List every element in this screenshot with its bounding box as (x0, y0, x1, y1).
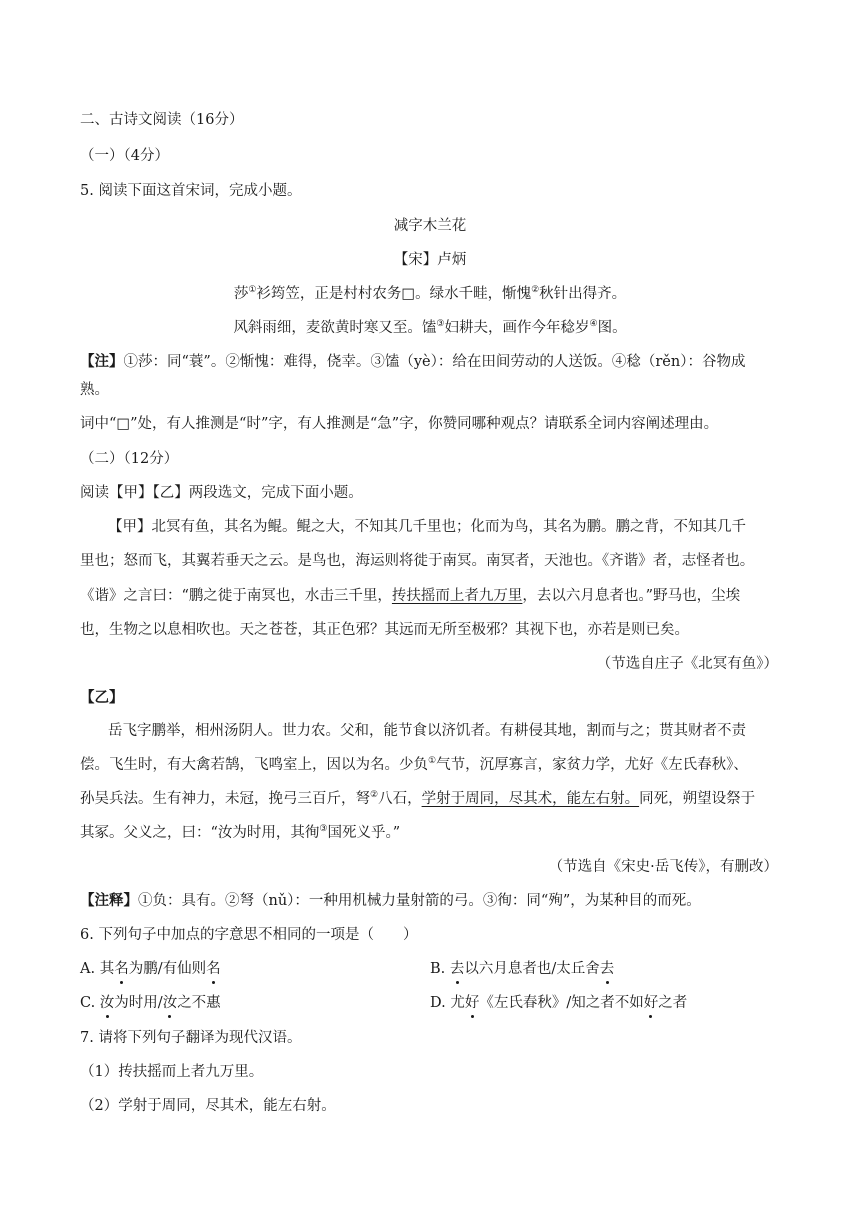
q6-prompt: 6. 下列句子中加点的字意思不相同的一项是（ ） (80, 927, 418, 943)
jia-line-3: 《谐》之言曰：“鹏之徙于南冥也，水击三千里，抟扶摇而上者九万里，去以六月息者也。”野马也，尘埃 (80, 588, 741, 604)
part2-intro: 阅读【甲】【乙】两段选文，完成下面小题。 (80, 485, 363, 501)
q6-option-a[interactable]: A. 其名为鹏/有仙则名 (80, 961, 221, 977)
jia-line-1: 【甲】北冥有鱼，其名为鲲。鲲之大，不知其几千里也；化而为鸟，其名为鹏。鹏之背，不知其几千 (108, 519, 746, 535)
part1-header: （一）（4分） (80, 148, 169, 164)
section-title: 二、古诗文阅读（16分） (80, 112, 244, 128)
q5-prompt: 5. 阅读下面这首宋词，完成小题。 (80, 183, 302, 199)
q7-sentence-2: （2）学射于周同，尽其术，能左右射。 (80, 1098, 336, 1114)
yi-line-3: 孙吴兵法。生有神力，未冠，挽弓三百斤，弩②八石，学射于周同，尽其术，能左右射。同死，朔望设祭于 (80, 790, 756, 807)
poem-title: 减字木兰花 (393, 218, 467, 234)
yi-line-1: 岳飞字鹏举，相州汤阴人。世力农。父和，能节食以济饥者。有耕侵其地，割而与之；贳其财者不责 (108, 723, 746, 739)
jia-line-4: 也，生物之以息相吹也。天之苍苍，其正色邪？其远而无所至极邪？其视下也，亦若是则已矣。 (80, 622, 689, 638)
yi-source: （节选自《宋史·岳飞传》，有删改） (548, 859, 778, 875)
poem-line-1: 莎①衫筠笠，正是村村农务□。绿水千畦，惭愧②秋针出得齐。 (233, 285, 627, 302)
poem-note-cont: 熟。 (80, 382, 109, 398)
underlined-sentence-1: 抟扶摇而上者九万里 (391, 588, 523, 604)
jia-line-2: 里也；怒而飞，其翼若垂天之云。是鸟也，海运则将徙于南冥。南冥者，天池也。《齐谐》者，志怪者也。 (80, 553, 755, 569)
q5-question: 词中“□”处，有人推测是“时”字，有人推测是“急”字，你赞同哪种观点？请联系全词内容阐述理由。 (80, 416, 719, 432)
q7-sentence-1: （1）抟扶摇而上者九万里。 (80, 1064, 264, 1080)
q6-option-b[interactable]: B. 去以六月息者也/太丘舍去 (430, 961, 615, 977)
yi-line-2: 偿。飞生时，有大禽若鹄，飞鸣室上，因以为名。少负①气节，沉厚寡言，家贫力学，尤好《左氏春秋》、 (80, 756, 748, 773)
poem-line-2: 风斜雨细，麦欲黄时寒又至。馌③妇耕夫，画作今年稔岁④图。 (233, 319, 627, 336)
q6-option-c[interactable]: C. 汝为时用/汝之不惠 (80, 995, 221, 1011)
poem-note: 【注】①莎：同“蓑”。②惭愧：难得，侥幸。③馌（yè）：给在田间劳动的人送饭。④稔（rěn）：谷物成 (80, 353, 746, 370)
underlined-sentence-2: 学射于周同，尽其术，能左右射。 (421, 791, 640, 807)
yi-line-4: 其冢。父义之，曰：“汝为时用，其徇③国死义乎。” (80, 824, 401, 841)
annotation: 【注释】①负：具有。②弩（nǔ）：一种用机械力量射箭的弓。③徇：同“殉”，为某种目的而死。 (80, 892, 701, 909)
jia-source: （节选自庄子《北冥有鱼》） (596, 656, 778, 672)
yi-label: 【乙】 (80, 689, 124, 706)
q6-option-d[interactable]: D. 尤好《左氏春秋》/知之者不如好之者 (430, 995, 688, 1011)
q7-prompt: 7. 请将下列句子翻译为现代汉语。 (80, 1030, 302, 1046)
part2-header: （二）（12分） (80, 451, 179, 467)
poem-author: 【宋】卢炳 (393, 252, 467, 268)
